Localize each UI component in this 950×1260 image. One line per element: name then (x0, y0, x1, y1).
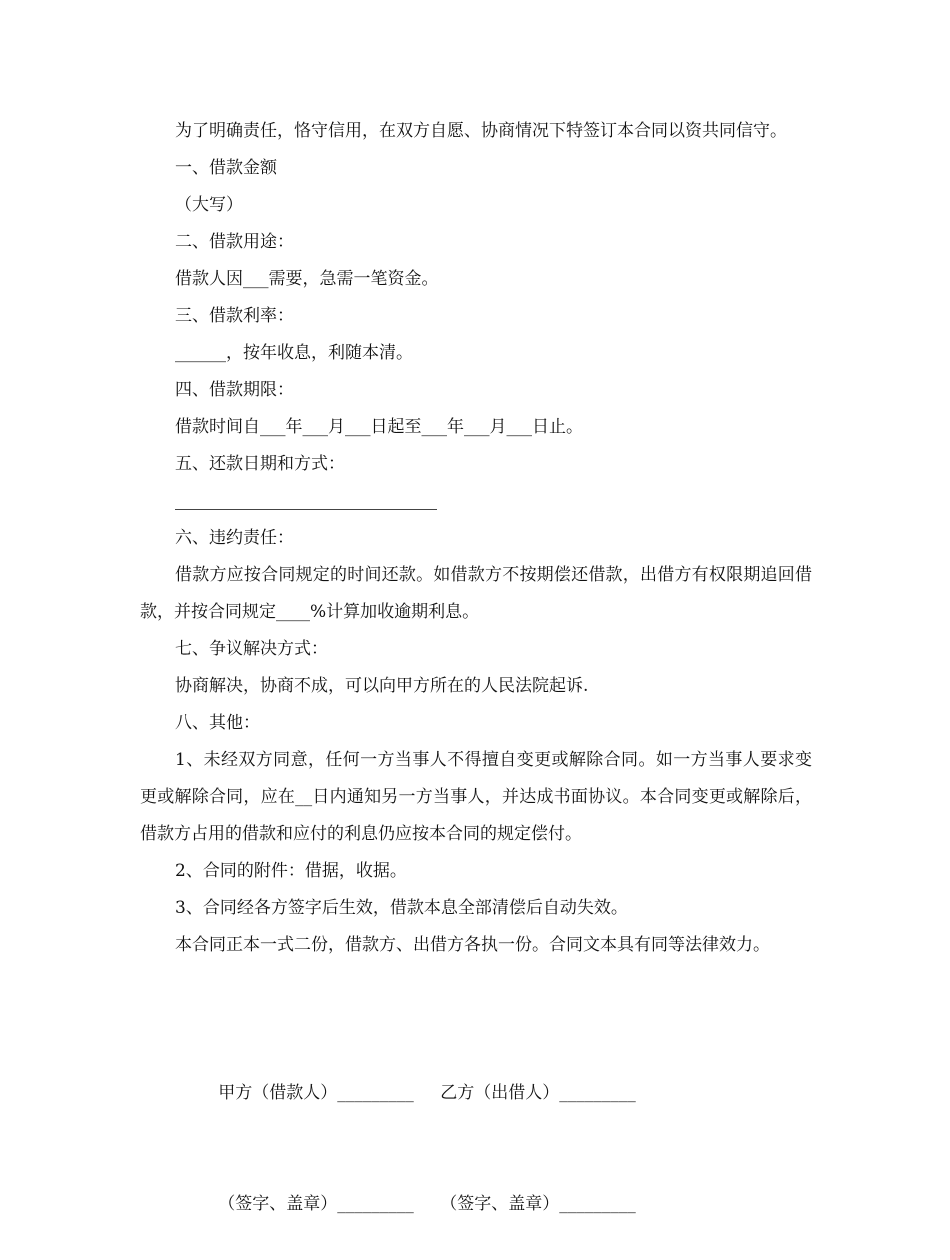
section-6-title: 六、违约责任： (175, 528, 294, 548)
party-a-signature-line: 甲方（借款人）_________ (218, 1083, 414, 1103)
section-8-item-2: 2、合同的附件：借据，收据。 (175, 861, 407, 881)
contract-closing: 本合同正本一式二份，借款方、出借方各执一份。合同文本具有同等法律效力。 (175, 935, 770, 955)
signature-row-seal (175, 1149, 812, 1214)
signature-row-party (175, 1038, 812, 1103)
section-4-title: 四、借款期限： (175, 380, 294, 400)
section-3-body: ______，按年收息，利随本清。 (175, 343, 413, 363)
section-1-title: 一、借款金额 (175, 158, 277, 178)
section-4-body: 借款时间自___年___月___日起至___年___月___日止。 (175, 417, 583, 437)
section-2-body: 借款人因___需要，急需一笔资金。 (175, 269, 439, 289)
contract-intro: 为了明确责任，恪守信用，在双方自愿、协商情况下特签订本合同以资共同信守。 (175, 121, 787, 141)
fill-in-rule (175, 509, 437, 510)
signature-block (140, 964, 812, 1260)
section-7-title: 七、争议解决方式： (175, 639, 328, 659)
party-b-signature-line: 乙方（出借人）_________ (440, 1083, 636, 1103)
party-a-seal-line: （签字、盖章）_________ (218, 1194, 414, 1214)
section-5-blank-line (140, 483, 812, 520)
section-8-title: 八、其他： (175, 713, 260, 733)
contract-body (140, 113, 812, 1260)
section-3-title: 三、借款利率： (175, 306, 294, 326)
section-1-body: （大写） (175, 195, 243, 215)
party-b-seal-line: （签字、盖章）_________ (440, 1194, 636, 1214)
section-7-body: 协商解决，协商不成，可以向甲方所在的人民法院起诉. (175, 676, 589, 696)
section-2-title: 二、借款用途： (175, 232, 294, 252)
section-5-title: 五、还款日期和方式： (175, 454, 345, 474)
section-8-item-1: 1、未经双方同意，任何一方当事人不得擅自变更或解除合同。如一方当事人要求变更或解除合同，应在__日内通知另一方当事人，并达成书面协议。本合同变更或解除后，借款方占用的借款和应付的利息仍应按本合同的规定偿付。 (140, 750, 812, 844)
section-8-item-3: 3、合同经各方签字后生效，借款本息全部清偿后自动失效。 (175, 898, 628, 918)
section-6-body: 借款方应按合同规定的时间还款。如借款方不按期偿还借款，出借方有权限期追回借款，并按合同规定____%计算加收逾期利息。 (140, 565, 812, 622)
